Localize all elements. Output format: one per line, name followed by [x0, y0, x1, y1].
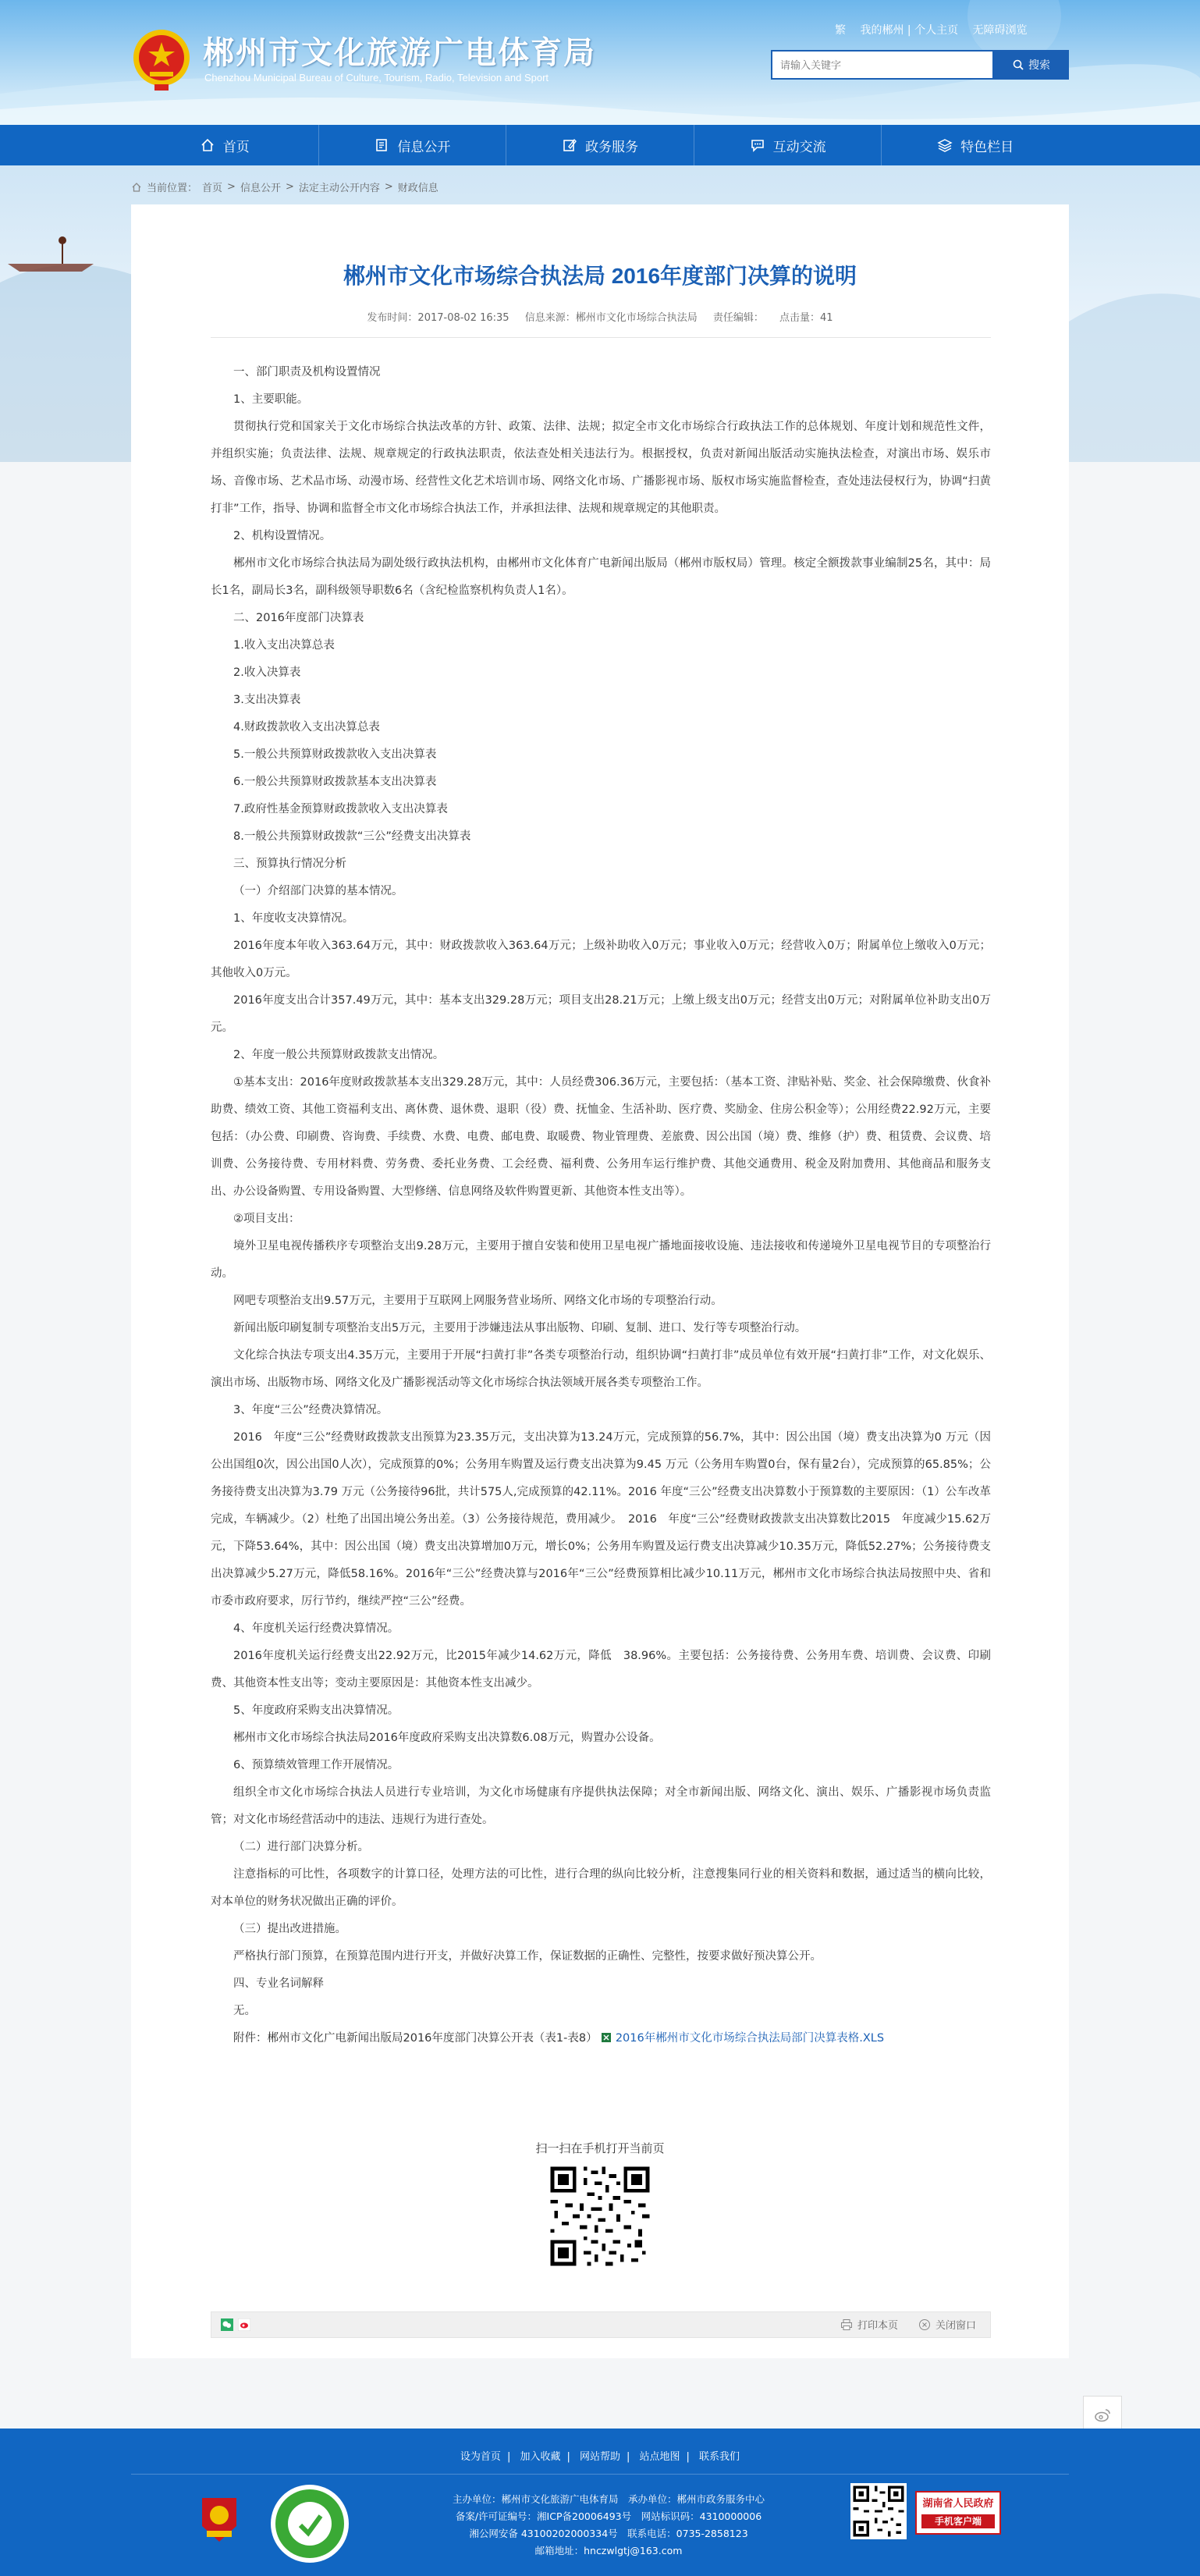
paragraph: 郴州市文化市场综合执法局为副处级行政执法机构，由郴州市文化体育广电新闻出版局（郴州市版权局）管理。核定全额拨款事业编制25名，其中：局长1名，副局长3名，副科级领导职数6名（含纪检监察机构负责人1名）。: [211, 557, 991, 597]
attachment-link[interactable]: 2016年郴州市文化市场综合执法局部门决算表格.XLS: [615, 2032, 885, 2045]
paragraph: 3.支出决算表: [233, 694, 301, 706]
search-icon: [1013, 59, 1024, 70]
paragraph: 三、预算执行情况分析: [233, 858, 346, 870]
nav-item-interaction[interactable]: [694, 125, 882, 165]
close-icon: [918, 2318, 931, 2331]
main-nav: [0, 125, 1200, 165]
site-name-en: Chenzhou Municipal Bureau of Culture, Tourism, Radio, Television and Sport: [204, 72, 549, 83]
paragraph: 2016年度机关运行经费支出22.92万元，比2015年减少14.62万元，降低 38.96%。主要包括：公务接待费、公务用车费、培训费、会议费、印刷费、其他资本性支出等；变动主要原因是：其他资本性支出减少。: [211, 1650, 991, 1690]
gov-badge-title: 湖南省人民政府: [922, 2498, 994, 2510]
search-button[interactable]: [994, 50, 1069, 80]
paragraph: 注意指标的可比性，各项数字的计算口径，处理方法的可比性，进行合理的纵向比较分析，注意搜集同行业的相关资料和数据，通过适当的横向比较，对本单位的财务状况做出正确的评价。: [211, 1868, 991, 1908]
breadcrumb-item[interactable]: 信息公开: [240, 183, 281, 194]
nav-item-info-disclosure[interactable]: [319, 125, 507, 165]
chevron-right-icon: >: [384, 181, 393, 193]
chevron-right-icon: >: [227, 181, 236, 193]
paragraph: 组织全市文化市场综合执法人员进行专业培训，为文化市场健康有序提供执法保障；对全市新闻出版、网络文化、演出、娱乐、广播影视市场负责监管；对文化市场经营活动中的违法、违规行为进行查处。: [211, 1786, 991, 1826]
party-government-badge-icon[interactable]: [199, 2495, 240, 2545]
publish-time: 发布时间：2017-08-02 16:35: [367, 312, 509, 324]
search-input[interactable]: [771, 50, 994, 80]
site-footer: [0, 2429, 1200, 2576]
chat-icon: [750, 137, 765, 153]
nav-item-government-services[interactable]: [506, 125, 694, 165]
paragraph: 1.收入支出决算总表: [233, 639, 335, 652]
paragraph: 新闻出版印刷复制专项整治支出5万元，主要用于涉嫌违法从事出版物、印刷、复制、进口、发行等专项整治行动。: [233, 1322, 807, 1334]
paragraph: 贯彻执行党和国家关于文化市场综合执法改革的方针、政策、法律、法规；拟定全市文化市场综合行政执法工作的总体规划、年度计划和规范性文件，并组织实施；负责法律、法规、规章规定的行政执法职责，依法查处相关违法行为。根据授权，负责对新闻出版活动实施执法检查，对演出市场、娱乐市场、音像市场、艺术品市场、动漫市场、经营性文化艺术培训市场、网络文化市场、广播影视市场、版权市场实施监督检查，查处违法侵权行为，协调“扫黄打非”工作，指导、协调和监督全市文化市场综合执法工作，并承担法律、法规和规章规定的其他职责。: [211, 421, 991, 515]
traditional-chinese-link[interactable]: 繁: [835, 24, 846, 37]
article-card: [131, 204, 1069, 2358]
weibo-icon: [1093, 2406, 1112, 2425]
divider: [131, 2474, 1069, 2475]
paragraph: （三）提出改进措施。: [233, 1923, 346, 1935]
paragraph: 8.一般公共预算财政拨款“三公”经费支出决算表: [233, 830, 471, 843]
footer-icp: 备案/许可证编号：湘ICP备20006493号 网站标识码：4310000006: [455, 2510, 762, 2522]
printer-icon: [840, 2318, 853, 2331]
national-emblem-icon: [131, 27, 192, 92]
document-icon: [374, 137, 389, 153]
paragraph: 3、年度“三公”经费决算情况。: [233, 1404, 389, 1416]
my-chenzhou-link[interactable]: 我的郴州 | 个人主页: [860, 24, 959, 37]
paragraph: 1、主要职能。: [233, 393, 309, 406]
footer-link-help[interactable]: 网站帮助: [579, 2451, 620, 2463]
paragraph: ①基本支出：2016年度财政拨款基本支出329.28万元，其中：人员经费306.36万元，主要包括：（基本工资、津贴补贴、奖金、社会保障缴费、伙食补助费、绩效工资、其他工资福利支出、离休费、退休费、退职（役）费、抚恤金、生活补助、医疗费、奖励金、住房公积金等）；公用经费22.92万元，主要包括：（办公费、印刷费、咨询费、手续费、水费、电费、邮电费、取暖费、物业管理费、差旅费、因公出国（境）费、维修（护）费、租赁费、会议费、培训费、公务接待费、专用材料费、劳务费、委托业务费、工会经费、福利费、公务用车运行维护费、其他交通费用、税金及附加费用、其他商品和服务支出、办公设备购置、专用设备购置、大型修缮、信息网络及软件购置更新、其他资本性支出等）。: [211, 1076, 991, 1198]
article-body: [211, 359, 991, 2052]
paragraph: 1、年度收支决算情况。: [233, 912, 354, 925]
gov-badge-subtitle: 手机客户端: [921, 2514, 995, 2528]
edit-icon: [562, 137, 577, 153]
footer-email: 邮箱地址：hnczwlgtj@163.com: [534, 2545, 683, 2556]
breadcrumb: [131, 179, 599, 194]
hunan-gov-app-badge[interactable]: [915, 2491, 1001, 2535]
print-label: 打印本页: [857, 2320, 898, 2332]
paragraph: 文化综合执法专项支出4.35万元，主要用于开展“扫黄打非”各类专项整治行动，组织协调“扫黄打非”成员单位有效开展“扫黄打非”工作，对文化娱乐、演出市场、出版物市场、网络文化及广播影视活动等文化市场综合执法领域开展各类专项整治工作。: [211, 1349, 991, 1389]
paragraph: 一、部门职责及机构设置情况: [233, 366, 381, 378]
footer-link-contact[interactable]: 联系我们: [699, 2451, 740, 2463]
divider: [211, 337, 991, 338]
paragraph: 二、2016年度部门决算表: [233, 612, 364, 624]
footer-police-record: 湘公网安备 43100202000334号 联系电话：0735-2858123: [469, 2528, 748, 2539]
nav-label: 特色栏目: [960, 139, 1014, 155]
article-toolbar: [211, 2311, 991, 2338]
nav-item-featured[interactable]: [882, 125, 1069, 165]
qr-code-icon: [547, 2163, 653, 2269]
close-window-button[interactable]: [918, 2317, 976, 2332]
toolbar-actions: [840, 2317, 976, 2332]
paragraph: 4、年度机关运行经费决算情况。: [233, 1622, 399, 1635]
nav-item-home[interactable]: [131, 125, 319, 165]
editor: 责任编辑：: [712, 312, 764, 324]
share-icons: [221, 2318, 250, 2331]
paragraph: 境外卫星电视传播秩序专项整治支出9.28万元，主要用于擅自安装和使用卫星电视广播地面接收设施、违法接收和传递境外卫星电视节目的专项整治行动。: [211, 1240, 991, 1280]
home-icon: [200, 137, 215, 153]
paragraph: 2016年度本年收入363.64万元，其中：财政拨款收入363.64万元；上级补助收入0万元；事业收入0万元；经营收入0万；附属单位上缴收入0万元；其他收入0万元。: [211, 940, 991, 979]
search-box: [771, 50, 1069, 80]
search-button-label: 搜索: [1028, 59, 1050, 71]
paragraph: 无。: [233, 2005, 256, 2017]
paragraph: 7.政府性基金预算财政拨款收入支出决算表: [233, 803, 448, 815]
home-icon: [131, 182, 142, 193]
chevron-right-icon: >: [285, 181, 294, 193]
footer-link-add-favorite[interactable]: 加入收藏: [520, 2451, 561, 2463]
close-label: 关闭窗口: [935, 2320, 976, 2332]
footer-link-set-homepage[interactable]: 设为首页: [460, 2451, 501, 2463]
nav-label: 互动交流: [772, 139, 826, 155]
print-button[interactable]: [840, 2317, 898, 2332]
site-inspection-badge-icon[interactable]: [269, 2483, 350, 2564]
site-header: [0, 0, 1200, 125]
nav-label: 政务服务: [584, 139, 638, 155]
paragraph: 5.一般公共预算财政拨款收入支出决算表: [233, 748, 437, 761]
attachment-prefix: 附件：郴州市文化广电新闻出版局2016年度部门决算公开表（表1-表8）: [233, 2032, 598, 2045]
paragraph: 2.收入决算表: [233, 666, 301, 679]
footer-link-sitemap[interactable]: 站点地图: [639, 2451, 680, 2463]
paragraph: 5、年度政府采购支出决算情况。: [233, 1704, 399, 1717]
paragraph: 四、专业名词解释: [233, 1977, 324, 1990]
paragraph: 6、预算绩效管理工作开展情况。: [233, 1759, 399, 1771]
site-name-cn: 郴州市文化旅游广电体育局: [203, 34, 596, 71]
breadcrumb-item[interactable]: 首页: [202, 183, 223, 194]
top-links: [835, 22, 1077, 37]
paragraph: 2、机构设置情况。: [233, 530, 332, 542]
qr-caption: 扫一扫在手机打开当前页: [535, 2141, 665, 2155]
footer-qr-code-icon: [850, 2483, 907, 2539]
footer-organizer: 主办单位：郴州市文化旅游广电体育局 承办单位：郴州市政务服务中心: [452, 2493, 765, 2505]
breadcrumb-prefix: 当前位置：: [147, 183, 198, 194]
nav-label: 信息公开: [397, 139, 451, 155]
info-source: 信息来源：郴州市文化市场综合执法局: [524, 312, 698, 324]
paragraph: 2、年度一般公共预算财政拨款支出情况。: [233, 1049, 445, 1061]
paragraph: 2016年度支出合计357.49万元，其中：基本支出329.28万元；项目支出28.21万元；上缴上级支出0万元；经营支出0万元；对附属单位补助支出0万元。: [211, 994, 991, 1034]
paragraph: 严格执行部门预算，在预算范围内进行开支，并做好决算工作，保证数据的正确性、完整性，按要求做好预决算公开。: [233, 1950, 822, 1963]
paragraph: 郴州市文化市场综合执法局2016年度政府采购支出决算数6.08万元，购置办公设备。: [233, 1732, 661, 1744]
site-logo[interactable]: [131, 27, 630, 97]
paragraph: 2016 年度“三公”经费财政拨款支出预算为23.35万元，支出决算为13.24万元，完成预算的56.7%，其中：因公出国（境）费支出决算为0 万元（因公出国组0次，因公出国0人次），完成预算的0%；公务用车购置及运行费支出决算为9.45 万元（公务用车购置0台，保有量2台），完成预算的65.85%；公务接待费支出决算为3.79 万元（公务接待96批，共计575人,完成预算的42.11%。2016 年度“三公”经费支出决算数小于预算数的主要原因：（1）公车改革完成，车辆减少。（2）杜绝了出国出境公务出差。（3）公务接待规范，费用减少。 2016 年度“三公”经费财政拨款支出决算数比2015 年度减少15.62万元，下降53.64%，其中：因公出国（境）费支出决算增加0万元，增长0%；公务用车购置及运行费支出决算减少10.35万元，降低52.27%；公务接待费支出决算减少5.27万元，降低58.16%。2016年“三公”经费决算与2016年“三公”经费预算相比减少10.11万元，郴州市文化市场综合执法局按照中央、省和市委市政府要求，厉行节约，继续严控“三公”经费。: [211, 1431, 991, 1608]
footer-links: 设为首页 | 加入收藏 | 网站帮助 | 站点地图 | 联系我们: [460, 2451, 740, 2463]
paragraph: （一）介绍部门决算的基本情况。: [233, 885, 403, 897]
footer-info: [390, 2491, 827, 2560]
article-title: 郴州市文化市场综合执法局 2016年度部门决算的说明: [343, 264, 857, 288]
paragraph: 网吧专项整治支出9.57万元，主要用于互联网上网服务营业场所、网络文化市场的专项整治行动。: [233, 1295, 722, 1307]
paragraph: 4.财政拨款收入支出决算总表: [233, 721, 380, 734]
paragraph: （二）进行部门决算分析。: [233, 1841, 369, 1853]
paragraph: ②项目支出：: [233, 1213, 300, 1225]
wechat-share-icon[interactable]: [221, 2318, 233, 2331]
excel-file-icon: [601, 2032, 612, 2043]
paragraph: 6.一般公共预算财政拨款基本支出决算表: [233, 776, 437, 788]
article-meta: [131, 309, 1069, 324]
breadcrumb-item[interactable]: 财政信息: [397, 183, 438, 194]
accessibility-link[interactable]: 无障碍浏览: [972, 24, 1028, 37]
weibo-share-icon[interactable]: [238, 2318, 250, 2331]
attachment-line: [211, 2025, 991, 2052]
breadcrumb-item[interactable]: 法定主动公开内容: [298, 183, 380, 194]
layers-icon: [937, 137, 953, 153]
view-count: 点击量：41: [779, 312, 833, 324]
nav-label: 首页: [222, 139, 250, 155]
